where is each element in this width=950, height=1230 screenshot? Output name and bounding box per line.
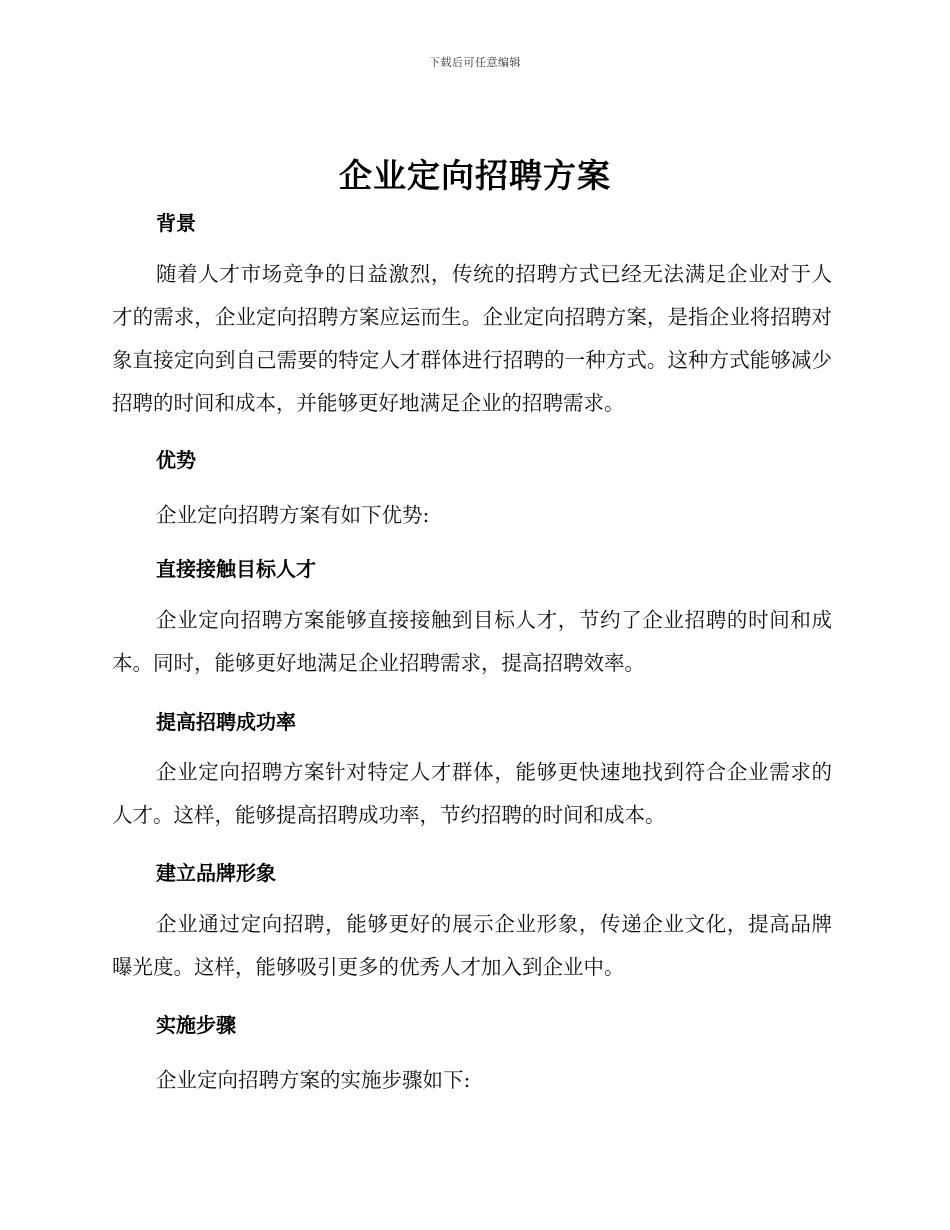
section-heading-brand-image: 建立品牌形象 xyxy=(156,861,276,885)
section-heading-advantages: 优势 xyxy=(156,448,196,472)
paragraph-success-rate: 企业定向招聘方案针对特定人才群体，能够更快速地找到符合企业需求的人才。这样，能够提高招聘成功率，节约招聘的时间和成本。 xyxy=(112,760,832,827)
paragraph-implementation-intro: 企业定向招聘方案的实施步骤如下: xyxy=(156,1068,471,1092)
header-note: 下载后可任意编辑 xyxy=(429,56,521,69)
section-heading-background: 背景 xyxy=(156,211,196,235)
section-heading-success-rate: 提高招聘成功率 xyxy=(156,710,296,734)
paragraph-brand-image: 企业通过定向招聘，能够更好的展示企业形象，传递企业文化，提高品牌曝光度。这样，能够吸引更多的优秀人才加入到企业中。 xyxy=(112,912,832,979)
paragraph-direct-contact: 企业定向招聘方案能够直接接触到目标人才，节约了企业招聘的时间和成本。同时，能够更好地满足企业招聘需求，提高招聘效率。 xyxy=(112,608,832,675)
document-title: 企业定向招聘方案 xyxy=(339,156,611,195)
section-heading-direct-contact: 直接接触目标人才 xyxy=(156,557,316,581)
section-heading-implementation: 实施步骤 xyxy=(156,1013,236,1037)
paragraph-advantages-intro: 企业定向招聘方案有如下优势: xyxy=(156,503,430,527)
paragraph-background: 随着人才市场竞争的日益激烈，传统的招聘方式已经无法满足企业对于人才的需求，企业定向招聘方案应运而生。企业定向招聘方案，是指企业将招聘对象直接定向到自己需要的特定人才群体进行招聘的一种方式。这种方式能够减少招聘的时间和成本，并能够更好地满足企业的招聘需求。 xyxy=(112,262,832,415)
